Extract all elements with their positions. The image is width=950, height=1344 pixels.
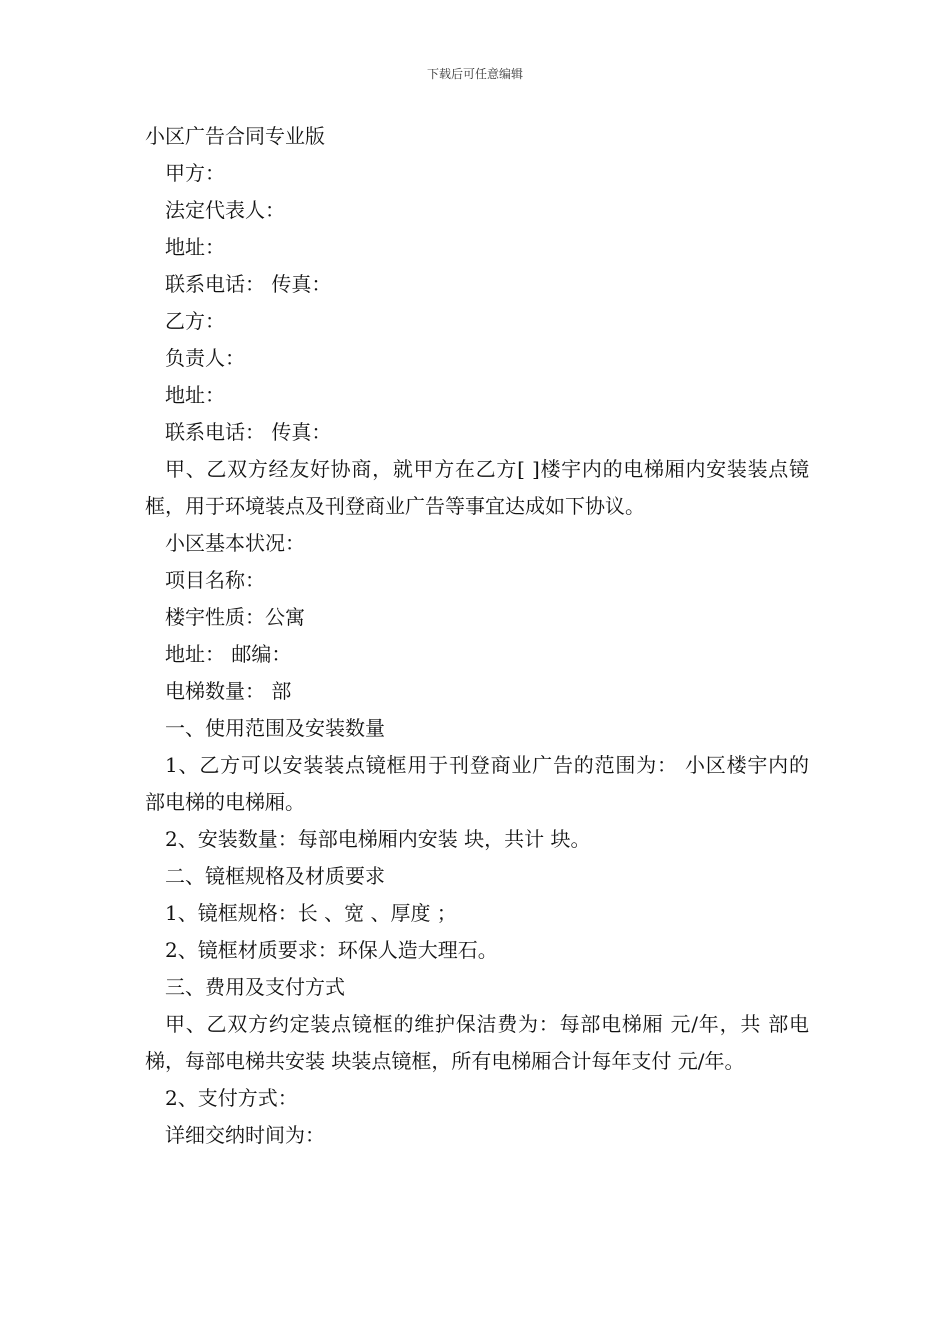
party-b-contact-line: 联系电话： 传真： xyxy=(165,420,332,444)
frame-material-line: 2、镜框材质要求：环保人造大理石。 xyxy=(165,938,498,962)
party-b-address-line: 地址： xyxy=(165,383,225,407)
scope-paragraph: 1、乙方可以安装装点镜框用于刊登商业广告的范围为： 小区楼宇内的 部电梯的电梯厢。 xyxy=(145,753,809,814)
party-a-contact-line: 联系电话： 传真： xyxy=(165,272,332,296)
community-address-line: 地址： 邮编： xyxy=(165,642,292,666)
document-title: 小区广告合同专业版 xyxy=(145,124,325,148)
party-a-address-line: 地址： xyxy=(165,235,225,259)
project-name-line: 项目名称： xyxy=(165,568,265,592)
elevator-count-line: 电梯数量： 部 xyxy=(165,679,292,703)
intro-paragraph: 甲、乙双方经友好协商，就甲方在乙方[ ]楼宇内的电梯厢内安装装点镜框，用于环境装点及刊登商业广告等事宜达成如下协议。 xyxy=(145,457,809,518)
install-count-line: 2、安装数量：每部电梯厢内安装 块，共计 块。 xyxy=(165,827,591,851)
party-b-line: 乙方： xyxy=(165,309,225,333)
party-a-line: 甲方： xyxy=(165,161,225,185)
page-header: 下载后可任意编辑 xyxy=(426,67,523,81)
section-two-heading: 二、镜框规格及材质要求 xyxy=(165,864,385,888)
section-three-heading: 三、费用及支付方式 xyxy=(165,975,345,999)
building-type-line: 楼宇性质：公寓 xyxy=(165,605,305,629)
fee-paragraph: 甲、乙双方约定装点镜框的维护保洁费为：每部电梯厢 元/年，共 部电梯，每部电梯共安装 块装点镜框，所有电梯厢合计每年支付 元/年。 xyxy=(145,1012,809,1073)
frame-spec-line: 1、镜框规格：长 、宽 、厚度 ； xyxy=(165,901,457,925)
payment-time-line: 详细交纳时间为： xyxy=(165,1123,325,1147)
document-body xyxy=(145,118,809,1154)
section-one-heading: 一、使用范围及安装数量 xyxy=(165,716,385,740)
community-basic-line: 小区基本状况： xyxy=(165,531,305,555)
legal-rep-line: 法定代表人： xyxy=(165,198,285,222)
payment-method-line: 2、支付方式： xyxy=(165,1086,298,1110)
responsible-person-line: 负责人： xyxy=(165,346,245,370)
